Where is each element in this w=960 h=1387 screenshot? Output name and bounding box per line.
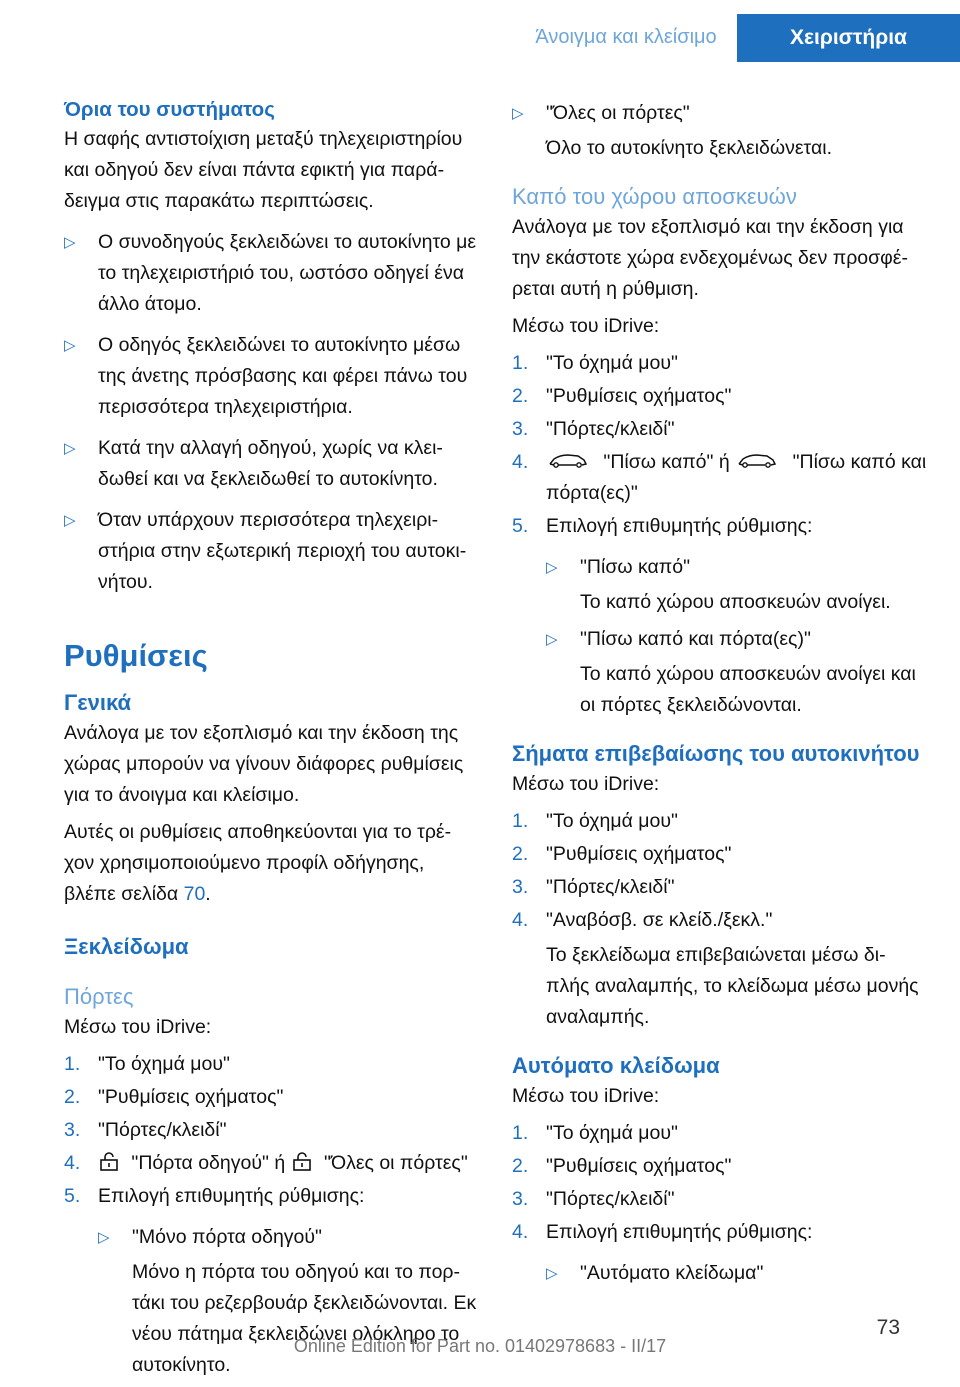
bullet-icon: ▷: [546, 1265, 558, 1282]
autolock-heading: Αυτόματο κλείδωμα: [512, 1053, 720, 1078]
bullet-icon: ▷: [64, 234, 76, 251]
list-item-text: Κατά την αλλαγή οδηγού, χωρίς να κλει- δωθεί και να ξεκλειδωθεί το αυτοκίνητο.: [98, 437, 443, 490]
door-lock-icon: [291, 1153, 315, 1171]
bullet-icon: ▷: [546, 559, 558, 576]
general-heading: Γενικά: [64, 690, 132, 715]
unlock-heading: Ξεκλείδωμα: [64, 934, 189, 959]
step-item: 4. "Πίσω καπό" ή "Πίσω καπό και πόρτα(ες)": [512, 451, 927, 504]
step-item: 2. "Ρυθμίσεις οχήματος": [512, 843, 732, 865]
via-idrive: Μέσω του iDrive:: [512, 773, 660, 795]
right-column: [512, 96, 928, 1289]
step-item: 5. Επιλογή επιθυμητής ρύθμισης:: [512, 515, 813, 537]
car-trunk-icon: [548, 452, 588, 470]
trunk-intro: Ανάλογα με τον εξοπλισμό και την έκδοση για την εκάστοτε χώρα ενδεχομένως δεν προσφέ- ρεται αυτή η ρύθμιση.: [512, 216, 908, 300]
trunk-heading: Καπό του χώρου αποσκευών: [512, 184, 797, 209]
bullet-icon: ▷: [64, 337, 76, 354]
step-item: 3. "Πόρτες/κλειδί": [512, 418, 675, 440]
option-description: Όλο το αυτοκίνητο ξεκλειδώνεται.: [546, 137, 833, 159]
step-item: 1. "Το όχημά μου": [512, 1122, 678, 1144]
option-description: Μόνο η πόρτα του οδηγού και το πορ- τάκι του ρεζερβουάρ ξεκλειδώνονται. Εκ νέου πάτημα ξεκλειδώνει ολόκληρο το αυτοκίνητο.: [132, 1261, 477, 1376]
via-idrive: Μέσω του iDrive:: [512, 315, 660, 337]
bullet-icon: ▷: [512, 105, 524, 122]
step-item: 3. "Πόρτες/κλειδί": [64, 1119, 227, 1141]
list-item-text: Ο συνοδηγούς ξεκλειδώνει το αυτοκίνητο με το τηλεχειριστήριό του, ωστόσο οδηγεί ένα άλλο άτομο.: [98, 231, 477, 315]
page-reference-link[interactable]: 70: [183, 883, 206, 905]
general-paragraph-1: Ανάλογα με τον εξοπλισμό και την έκδοση της χώρας μπορούν να γίνουν διάφορες ρυθμίσεις για το άνοιγμα και κλείσιμο.: [64, 722, 464, 806]
via-idrive: Μέσω του iDrive:: [64, 1016, 212, 1038]
option-item: ▷ "Μόνο πόρτα οδηγού": [98, 1222, 480, 1253]
step-item: 1. "Το όχημά μου": [64, 1053, 230, 1075]
option-item: ▷ "Πίσω καπό και πόρτα(ες)": [546, 624, 928, 655]
car-trunk-icon: [737, 452, 777, 470]
page-header: [0, 0, 960, 64]
option-description: Το καπό χώρου αποσκευών ανοίγει.: [580, 591, 891, 613]
door-lock-icon: [98, 1153, 122, 1171]
section-tab: Χειριστήρια: [737, 14, 960, 62]
list-item: [64, 227, 480, 320]
list-item: [64, 505, 480, 598]
confirm-description: Το ξεκλείδωμα επιβεβαιώνεται μέσω δι- πλής αναλαμπής, το κλείδωμα μέσω μονής αναλαμπής.: [546, 944, 919, 1028]
step-item: 4. "Αναβόσβ. σε κλείδ./ξεκλ.": [512, 909, 773, 931]
footer-edition: Online Edition for Part no. 01402978683 - II/17: [293, 1336, 667, 1356]
limits-intro: Η σαφής αντιστοίχιση μεταξύ τηλεχειριστηρίου και οδηγού δεν είναι πάντα εφικτή για παρά- δειγμα στις παρακάτω περιπτώσεις.: [64, 128, 463, 212]
confirm-heading: Σήματα επιβεβαίωσης του αυτοκινήτου: [512, 741, 920, 766]
bullet-icon: ▷: [546, 631, 558, 648]
via-idrive: Μέσω του iDrive:: [512, 1085, 660, 1107]
step-item: 4. Επιλογή επιθυμητής ρύθμισης:: [512, 1221, 813, 1243]
step-item: 4. "Πόρτα οδηγού" ή "Όλες οι πόρτες": [64, 1152, 468, 1174]
step-item: 2. "Ρυθμίσεις οχήματος": [64, 1086, 284, 1108]
list-item: [64, 330, 480, 423]
general-paragraph-2: Αυτές οι ρυθμίσεις αποθηκεύονται για το τρέ- χον χρησιμοποιούμενο προφίλ οδήγησης, βλέπε σελίδα 70.: [64, 821, 452, 905]
limits-heading: Όρια του συστήματος: [64, 98, 275, 121]
step-item: 3. "Πόρτες/κλειδί": [512, 876, 675, 898]
option-description: Το καπό χώρου αποσκευών ανοίγει και οι πόρτες ξεκλειδώνονται.: [580, 663, 916, 716]
option-item: ▷ "Πίσω καπό": [546, 552, 928, 583]
step-item: 1. "Το όχημά μου": [512, 810, 678, 832]
bullet-icon: ▷: [64, 440, 76, 457]
doors-heading: Πόρτες: [64, 984, 134, 1009]
step-item: 3. "Πόρτες/κλειδί": [512, 1188, 675, 1210]
settings-heading: Ρυθμίσεις: [64, 638, 208, 673]
left-column: [64, 96, 480, 1387]
bullet-icon: ▷: [98, 1229, 110, 1246]
list-item-text: Όταν υπάρχουν περισσότερα τηλεχειρι- στήρια στην εξωτερική περιοχή του αυτοκι- νήτου.: [98, 509, 467, 593]
option-item: ▷ "Όλες οι πόρτες": [512, 98, 928, 129]
bullet-icon: ▷: [64, 512, 76, 529]
page-number: 73: [876, 1316, 900, 1339]
step-item: 2. "Ρυθμίσεις οχήματος": [512, 385, 732, 407]
option-item: ▷ "Αυτόματο κλείδωμα": [546, 1258, 928, 1289]
list-item-text: Ο οδηγός ξεκλειδώνει το αυτοκίνητο μέσω της άνετης πρόσβασης και φέρει πάνω του περισσότερα τηλεχειριστήρια.: [98, 334, 468, 418]
breadcrumb: Άνοιγμα και κλείσιμο: [535, 26, 717, 48]
step-item: 1. "Το όχημά μου": [512, 352, 678, 374]
step-item: 5. Επιλογή επιθυμητής ρύθμισης:: [64, 1185, 365, 1207]
step-item: 2. "Ρυθμίσεις οχήματος": [512, 1155, 732, 1177]
list-item: [64, 433, 480, 495]
